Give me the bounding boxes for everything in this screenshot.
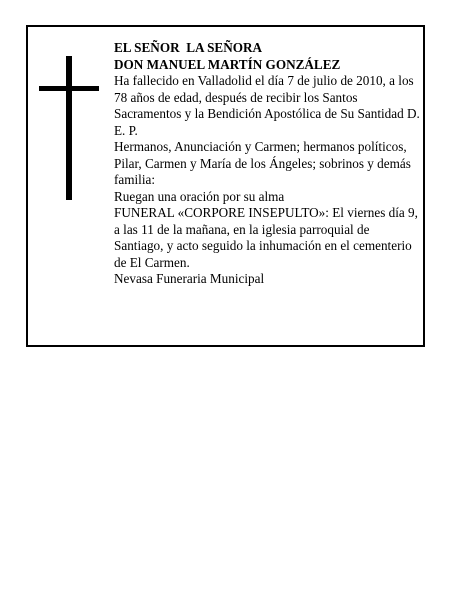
family-members: Hermanos, Anunciación y Carmen; hermanos políticos, Pilar, Carmen y María de los Ángeles; sobrinos y demás familia: — [114, 139, 411, 187]
cross-vertical-bar — [66, 56, 72, 200]
funeral-details: FUNERAL «CORPORE INSEPULTO»: El viernes día 9, a las 11 de la mañana, en la iglesia parroquial de Santiago, y acto seguido la inhumación en el cementerio de El Carmen. — [114, 205, 418, 270]
prayer-request: Ruegan una oración por su alma — [114, 188, 285, 204]
funeral-home: Nevasa Funeraria Municipal — [114, 271, 265, 286]
death-info: Ha fallecido en Valladolid el día 7 de julio de 2010, a los 78 años de edad, después de recibir los Santos Sacramentos y la Bendición Apostólica de Su Santidad D. E. P. — [114, 73, 420, 138]
cross-horizontal-bar — [39, 86, 99, 91]
notice-text — [114, 40, 420, 288]
obituary-notice — [26, 25, 425, 347]
cross-icon — [39, 56, 99, 200]
deceased-name: DON MANUEL MARTÍN GONZÁLEZ — [114, 56, 341, 72]
notice-heading-line1: EL SEÑOR LA SEÑORA — [114, 40, 263, 55]
